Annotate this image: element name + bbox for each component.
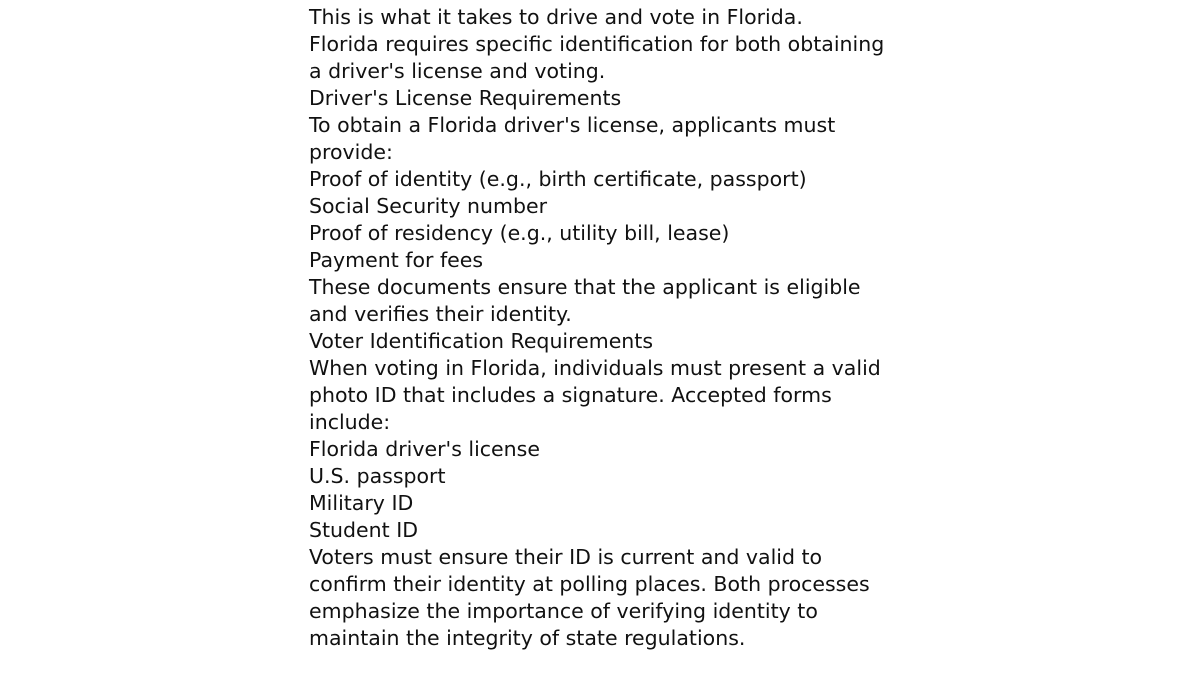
drivers-license-note: These documents ensure that the applicant is eligible and verifies their identity. (309, 275, 861, 326)
closing-paragraph: Voters must ensure their ID is current and valid to confirm their identity at polling places. Both processes emphasize the importance of verifying identity to maintain the integrity of state regulations. (309, 545, 870, 650)
voter-id-heading: Voter Identification Requirements (309, 329, 654, 353)
dl-list-item: Payment for fees (309, 248, 484, 272)
document-body (309, 4, 899, 652)
voter-id-lead: When voting in Florida, individuals must present a valid photo ID that includes a signature. Accepted forms include: (309, 356, 881, 434)
dl-list-item: Social Security number (309, 194, 548, 218)
voter-list-item: Florida driver's license (309, 437, 540, 461)
drivers-license-lead: To obtain a Florida driver's license, applicants must provide: (309, 113, 836, 164)
drivers-license-heading: Driver's License Requirements (309, 86, 622, 110)
voter-list-item: Student ID (309, 518, 419, 542)
document-title: This is what it takes to drive and vote in Florida. (309, 5, 803, 29)
intro-paragraph: Florida requires specific identification for both obtaining a driver's license and voting. (309, 32, 885, 83)
dl-list-item: Proof of residency (e.g., utility bill, lease) (309, 221, 730, 245)
voter-list-item: U.S. passport (309, 464, 446, 488)
dl-list-item: Proof of identity (e.g., birth certificate, passport) (309, 167, 807, 191)
voter-list-item: Military ID (309, 491, 414, 515)
